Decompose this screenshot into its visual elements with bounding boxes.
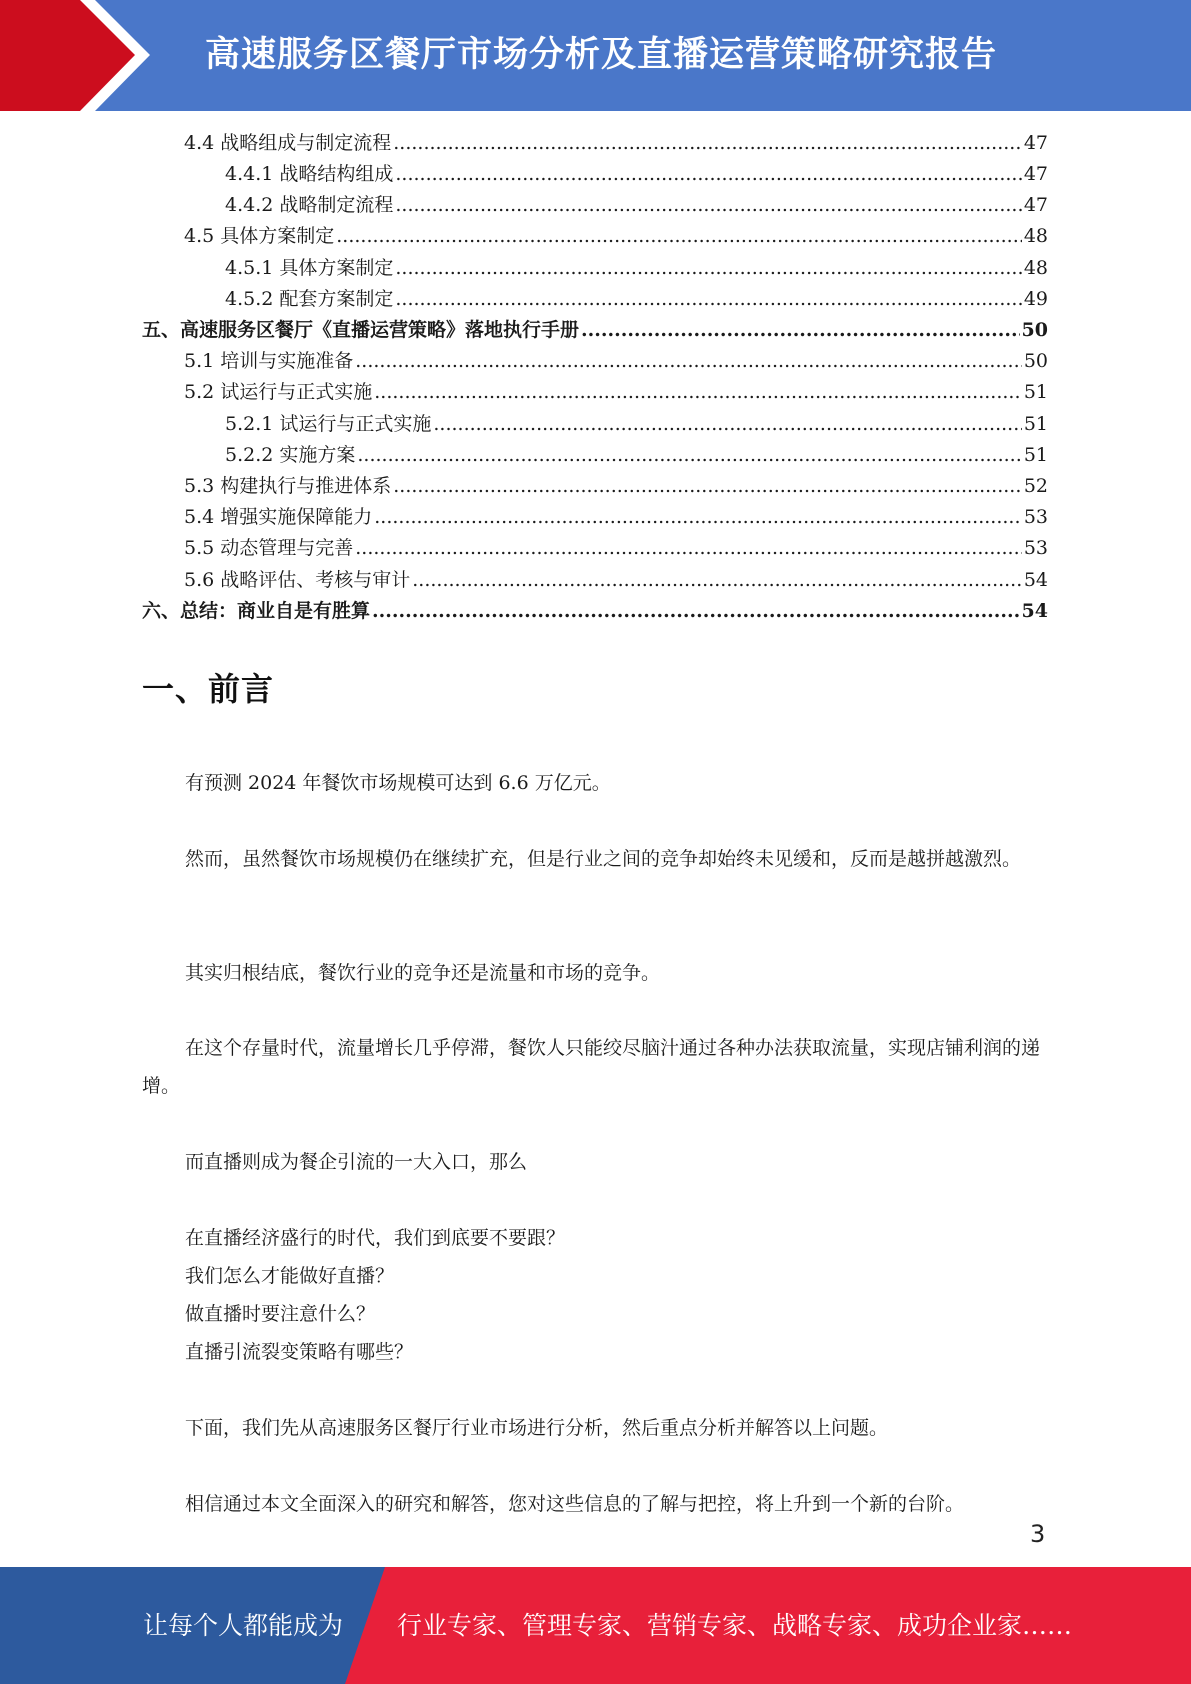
toc-entry-page: 48: [1023, 257, 1048, 279]
toc-chapter-entry[interactable]: [142, 315, 1048, 345]
toc-entry-label: 5.2.2 实施方案: [225, 444, 356, 466]
report-title: 高速服务区餐厅市场分析及直播运营策略研究报告: [205, 35, 998, 75]
page-number: 3: [1030, 1520, 1046, 1548]
toc-entry-page: 47: [1023, 132, 1048, 154]
toc-leader-dots: [374, 377, 1022, 407]
toc-entry-page: 51: [1023, 413, 1048, 435]
page-footer: [0, 1567, 1191, 1684]
toc-entry-label: 4.4 战略组成与制定流程: [184, 132, 392, 154]
toc-entry-label: 5.1 培训与实施准备: [184, 350, 354, 372]
toc-entry-page: 50: [1021, 319, 1048, 341]
toc-leader-dots: [374, 502, 1022, 532]
toc-leader-dots: [433, 409, 1021, 439]
page-header: [0, 0, 1191, 111]
toc-entry-label: 5.4 增强实施保障能力: [184, 506, 373, 528]
toc-entry-label: 5.2.1 试运行与正式实施: [225, 413, 432, 435]
toc-leader-dots: [336, 221, 1022, 251]
toc-entry-label: 4.5.2 配套方案制定: [225, 288, 394, 310]
toc-entry-page: 47: [1023, 194, 1048, 216]
toc-entry-label: 5.5 动态管理与完善: [184, 537, 354, 559]
toc-entry-page: 52: [1023, 475, 1048, 497]
body-paragraph: 而直播则成为餐企引流的一大入口，那么: [185, 1151, 528, 1173]
toc-entry-page: 51: [1023, 444, 1048, 466]
body-paragraph: 在这个存量时代，流量增长几乎停滞，餐饮人只能绞尽脑汁通过各种办法获取流量，实现店铺利润的递增。: [142, 1037, 1041, 1097]
toc-entry[interactable]: [184, 128, 1048, 158]
toc-entry-page: 50: [1023, 350, 1048, 372]
toc-entry-page: 48: [1023, 225, 1048, 247]
toc-entry-label: 4.5 具体方案制定: [184, 225, 335, 247]
toc-entry-label: 5.2 试运行与正式实施: [184, 381, 373, 403]
body-paragraph: 在直播经济盛行的时代，我们到底要不要跟？: [185, 1227, 566, 1249]
toc-leader-dots: [395, 253, 1021, 283]
toc-entry[interactable]: [225, 159, 1048, 189]
body-paragraph: 我们怎么才能做好直播？: [185, 1265, 395, 1287]
toc-entry[interactable]: [225, 409, 1048, 439]
toc-entry[interactable]: [225, 284, 1048, 314]
toc-entry[interactable]: [184, 221, 1048, 251]
toc-entry-label: 4.5.1 具体方案制定: [225, 257, 394, 279]
toc-entry-page: 53: [1023, 537, 1048, 559]
toc-entry-label: 五、高速服务区餐厅《直播运营策略》落地执行手册: [142, 319, 580, 341]
toc-leader-dots: [372, 596, 1020, 626]
toc-entry[interactable]: [225, 190, 1048, 220]
toc-entry-page: 51: [1023, 381, 1048, 403]
toc-entry[interactable]: [184, 377, 1048, 407]
toc-leader-dots: [412, 565, 1022, 595]
toc-entry-page: 54: [1023, 569, 1048, 591]
toc-entry-page: 47: [1023, 163, 1048, 185]
toc-leader-dots: [357, 440, 1021, 470]
toc-leader-dots: [355, 533, 1022, 563]
toc-entry-label: 5.6 战略评估、考核与审计: [184, 569, 411, 591]
toc-leader-dots: [395, 284, 1021, 314]
toc-leader-dots: [355, 346, 1022, 376]
toc-entry[interactable]: [225, 253, 1048, 283]
toc-leader-dots: [393, 471, 1022, 501]
toc-leader-dots: [395, 190, 1021, 220]
toc-entry-label: 5.3 构建执行与推进体系: [184, 475, 392, 497]
body-paragraph: 直播引流裂变策略有哪些？: [185, 1341, 414, 1363]
body-paragraph: 然而，虽然餐饮市场规模仍在继续扩充，但是行业之间的竞争却始终未见缓和，反而是越拼越激烈。: [185, 848, 1022, 870]
body-paragraph: 有预测 2024 年餐饮市场规模可达到 6.6 万亿元。: [185, 772, 611, 794]
toc-leader-dots: [393, 128, 1022, 158]
toc-entry-label: 4.4.2 战略制定流程: [225, 194, 394, 216]
body-paragraph: 相信通过本文全面深入的研究和解答，您对这些信息的了解与把控，将上升到一个新的台阶。: [185, 1493, 965, 1515]
footer-slogan-right: 行业专家、管理专家、营销专家、战略专家、成功企业家……: [397, 1611, 1073, 1640]
toc-entry[interactable]: [184, 502, 1048, 532]
toc-entry[interactable]: [225, 440, 1048, 470]
toc-entry[interactable]: [184, 471, 1048, 501]
toc-entry[interactable]: [184, 565, 1048, 595]
toc-entry-label: 六、总结：商业自是有胜算: [142, 600, 371, 622]
section-heading: 一、前言: [142, 670, 275, 708]
toc-entry-page: 49: [1023, 288, 1048, 310]
body-paragraph: 其实归根结底，餐饮行业的竞争还是流量和市场的竞争。: [185, 962, 661, 984]
toc-leader-dots: [395, 159, 1021, 189]
body-paragraph: 做直播时要注意什么？: [185, 1303, 376, 1325]
toc-entry[interactable]: [184, 346, 1048, 376]
toc-leader-dots: [581, 315, 1020, 345]
toc-entry-page: 53: [1023, 506, 1048, 528]
body-paragraph: 下面，我们先从高速服务区餐厅行业市场进行分析，然后重点分析并解答以上问题。: [185, 1417, 889, 1439]
toc-entry-page: 54: [1021, 600, 1048, 622]
toc-entry[interactable]: [184, 533, 1048, 563]
footer-slogan-left: 让每个人都能成为: [143, 1611, 344, 1640]
toc-chapter-entry[interactable]: [142, 596, 1048, 626]
toc-entry-label: 4.4.1 战略结构组成: [225, 163, 394, 185]
